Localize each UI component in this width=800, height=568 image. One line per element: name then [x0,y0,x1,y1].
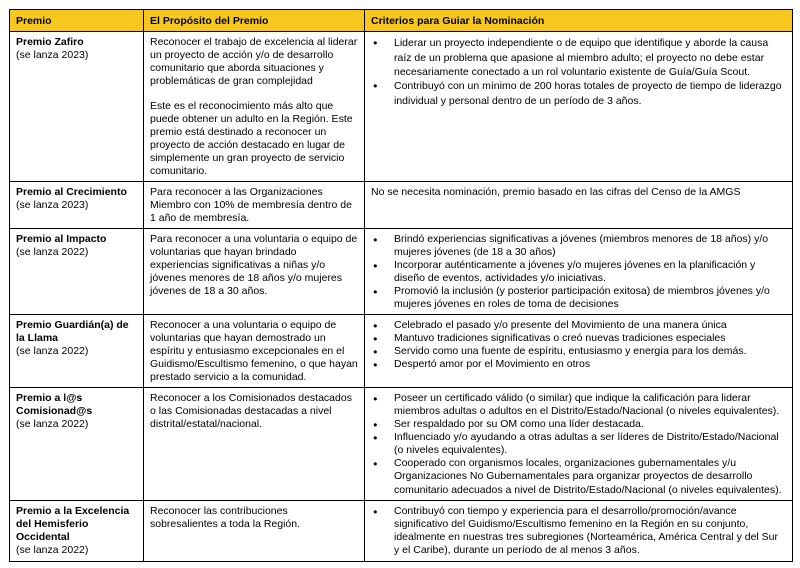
table-row-comisionados [10,388,793,500]
award-cell [10,182,144,229]
award-launch: (se lanza 2022) [16,418,89,431]
award-launch: (se lanza 2022) [16,345,89,358]
purpose-text: Para reconocer a una voluntaria o equipo de voluntarias que hayan brindado experiencias significativas a niñas y/o jóvenes menores de 18 años y/o mujeres jóvenes de 18 a 30 años. [150,233,358,298]
purpose-text: Reconocer las contribuciones sobresalientes a toda la Región. [150,504,301,530]
criteria-cell [365,500,793,561]
criteria-list [371,36,786,108]
awards-table [9,9,793,562]
list-item: ● Contribuyó con tiempo y experiencia para el desarrollo/promoción/avance significativo del Guidismo/Escultismo femenino en la Región en su conjunto, idealmente en nuestras tres subregiones (Norteamérica, América Central y del Sur y el Caribe), durante un período de al menos 3 años. [371,505,786,557]
award-name: Premio a l@s Comisionad@s [16,392,93,418]
award-cell [10,500,144,561]
criteria-text: No se necesita nominación, premio basado en las cifras del Censo de la AMGS [371,186,741,199]
list-item: ● Ser respaldado por su OM como una líder destacada. [371,418,786,431]
purpose-text: Reconocer a los Comisionados destacados o las Comisionadas destacadas a nivel distrital/estatal/nacional. [150,392,352,431]
award-cell [10,315,144,388]
list-item: ● Brindó experiencias significativas a jóvenes (miembros menores de 18 años) y/o mujeres jóvenes (de 18 a 30 años) [371,233,786,259]
award-name: Premio a la Excelencia del Hemisferio Occidental [16,504,130,543]
criteria-list [371,319,786,371]
criteria-cell [365,315,793,388]
header-row [10,10,793,32]
award-cell [10,388,144,500]
header-purpose: El Propósito del Premio [144,10,365,32]
table-row-zafiro [10,32,793,182]
list-item: ● Despertó amor por el Movimiento en otros [371,358,786,371]
criteria-cell [365,182,793,229]
list-item: ● Influenciado y/o ayudando a otras adultas a ser líderes de Distrito/Estado/Nacional (o niveles equivalentes). [371,431,786,457]
list-item: ● Incorporar auténticamente a jóvenes y/o mujeres jóvenes en la planificación y diseño de eventos, actividades y/o iniciativas. [371,259,786,285]
award-launch: (se lanza 2023) [16,49,89,62]
purpose-text: Reconocer el trabajo de excelencia al liderar un proyecto de acción y/o de desarrollo comunitario que aborda situaciones y problemáticas de gran complejidad [150,36,358,88]
list-item: ● Poseer un certificado válido (o similar) que indique la calificación para liderar miembros adultas o adultos en el Distrito/Estado/Nacional (o niveles equivalentes). [371,392,786,418]
criteria-list [371,392,786,496]
award-cell [10,229,144,315]
list-item: ● Contribuyó con un mínimo de 200 horas totales de proyecto de tiempo de liderazgo individual y personal dentro de un período de 3 años. [371,79,786,108]
list-item: ● Mantuvo tradiciones significativas o creó nuevas tradiciones especiales [371,332,786,345]
award-launch: (se lanza 2023) [16,199,89,212]
purpose-cell [144,388,365,500]
award-name: Premio Guardián(a) de la Llama [16,319,129,345]
purpose-text: Este es el reconocimiento más alto que puede obtener un adulto en la Región. Este premio está destinado a reconocer un proyecto de acción destacado en lugar de simplemente un gran proyecto de servicio comunitario. [150,100,353,178]
award-cell [10,32,144,182]
purpose-cell [144,32,365,182]
criteria-cell [365,229,793,315]
list-item: ● Cooperado con organismos locales, organizaciones gubernamentales y/u Organizaciones No Gubernamentales para organizar proyectos de desarrollo comunitario adecuados a nivel de Distrito/Estado/Nacional (o niveles equivalentes). [371,457,786,496]
criteria-list [371,505,786,557]
list-item: ● Celebrado el pasado y/o presente del Movimiento de una manera única [371,319,786,332]
table-row-guardian [10,315,793,388]
award-launch: (se lanza 2022) [16,543,89,556]
list-item: ● Promovió la inclusión (y posterior participación exitosa) de miembros jóvenes y/o mujeres jóvenes en roles de toma de decisiones [371,285,786,311]
table-row-excelencia [10,500,793,561]
criteria-cell [365,388,793,500]
purpose-cell [144,315,365,388]
award-launch: (se lanza 2022) [16,246,89,259]
table-row-impacto [10,229,793,315]
header-criteria: Criterios para Guiar la Nominación [365,10,793,32]
award-name: Premio Zafiro [16,36,84,49]
list-item: ● Servido como una fuente de espíritu, entusiasmo y energía para los demás. [371,345,786,358]
purpose-text: Reconocer a una voluntaria o equipo de voluntarias que hayan demostrado un espíritu y entusiasmo excepcionales en el Guidismo/Escultismo femenino, o que hayan prestado servicio a la comunidad. [150,319,358,384]
purpose-cell [144,500,365,561]
header-award: Premio [10,10,144,32]
purpose-text: Para reconocer a las Organizaciones Miembro con 10% de membresía dentro de 1 año de membresía. [150,186,352,225]
award-name: Premio al Impacto [16,233,107,246]
criteria-list [371,233,786,311]
table-row-crecimiento [10,182,793,229]
purpose-cell [144,182,365,229]
list-item: ● Liderar un proyecto independiente o de equipo que identifique y aborde la causa raíz de un problema que apasione al miembro adulto; el proyecto no debe estar necesariamente conectado a un rol voluntario existente de Guía/Guía Scout. [371,36,786,79]
award-name: Premio al Crecimiento [16,186,127,199]
criteria-cell [365,32,793,182]
purpose-cell [144,229,365,315]
